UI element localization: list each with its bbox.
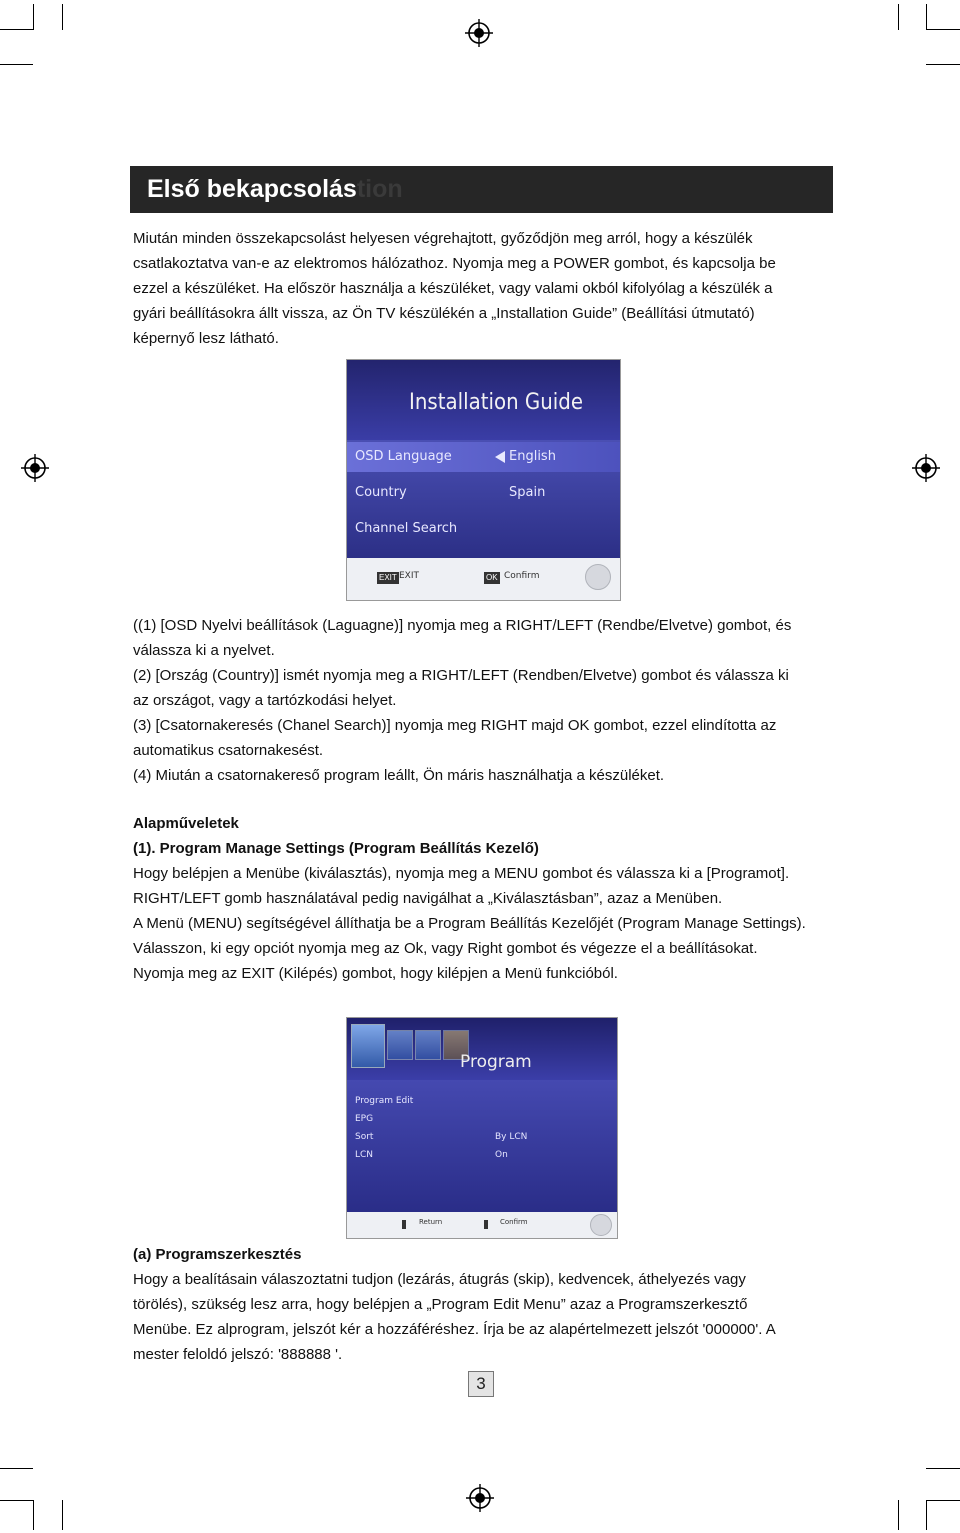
dpad-icon: [590, 1214, 612, 1236]
screen-menu: [347, 440, 620, 558]
screen-footer: [347, 558, 620, 600]
program-edit-section: [133, 1242, 873, 1367]
crop-mark: [0, 1468, 33, 1469]
text-line: Hogy a bealításain válaszoztatni tudjon (lezárás, átugrás (skip), kedvencek, áthelyezés vagy: [133, 1271, 746, 1288]
crop-mark: [926, 64, 960, 65]
text-line: törölés), szükség lesz arra, hogy belépjen a „Program Edit Menu” azaz a Programszerkesztő: [133, 1296, 748, 1313]
crop-mark: [62, 4, 63, 30]
crop-mark: [926, 1500, 927, 1530]
section-heading: (a) Programszerkesztés: [133, 1246, 302, 1263]
screen-title: Program: [460, 1052, 532, 1072]
menu-row-country[interactable]: [347, 478, 620, 508]
text-line: ezzel a készüléket. Ha először használja a készüléket, vagy valami okból kifolyólag a készülék a: [133, 280, 773, 297]
installation-guide-screen: [346, 359, 621, 601]
intro-paragraph: [133, 226, 873, 351]
basics-section: [133, 811, 873, 986]
confirm-hint: Confirm: [500, 1218, 528, 1226]
crop-mark: [926, 1500, 960, 1501]
text-line: (3) [Csatornakeresés (Chanel Search)] nyomja meg RIGHT majd OK gombot, ezzel elindította az: [133, 717, 777, 734]
exit-hint: EXIT: [399, 571, 420, 581]
dpad-icon: [585, 564, 611, 590]
text-line: Hogy belépjen a Menübe (kiválasztás), nyomja meg a MENU gombot és válassza ki a [Programot].: [133, 865, 790, 882]
text-line: gyári beállításokra állt vissza, az Ön TV készülékén a „Installation Guide” (Beállítási útmutató): [133, 305, 755, 322]
screen-header: [347, 1018, 617, 1080]
text-line: válassza ki a nyelvet.: [133, 642, 275, 659]
menu-row-value: Spain: [509, 485, 546, 500]
screen-header: [347, 360, 620, 440]
screen-menu: [347, 1080, 617, 1212]
crop-mark: [33, 4, 34, 30]
program-menu-icon: [351, 1024, 385, 1068]
crop-mark: [926, 4, 927, 30]
text-line: Nyomja meg az EXIT (Kilépés) gombot, hogy kilépjen a Menü funkcióból.: [133, 965, 618, 982]
menu-row-osd-language[interactable]: [347, 442, 620, 472]
menu-row-value: On: [495, 1150, 508, 1160]
menu-row-label: OSD Language: [355, 449, 452, 464]
text-line: képernyő lesz látható.: [133, 330, 279, 347]
ok-key-icon: OK: [486, 573, 498, 582]
menu-row-label: Channel Search: [355, 521, 458, 536]
menu-row-label: Country: [355, 485, 407, 500]
menu-row-lcn[interactable]: LCN: [355, 1150, 374, 1160]
crop-mark: [0, 1500, 33, 1501]
crop-mark: [898, 1500, 899, 1530]
text-line: Válasszon, ki egy opciót nyomja meg az Ok, vagy Right gombot és végezze el a beállításokat.: [133, 940, 758, 957]
crop-mark: [0, 64, 33, 65]
page-title: [147, 172, 403, 206]
text-line: mester feloldó jelszó: '888888 '.: [133, 1346, 343, 1363]
ghost-title-text: tion: [356, 175, 403, 203]
menu-row-epg[interactable]: EPG: [355, 1114, 374, 1124]
text-line: (4) Miután a csatornakereső program leállt, Ön máris használhatja a készüléket.: [133, 767, 665, 784]
page-number: 3: [468, 1371, 494, 1397]
steps-paragraph: [133, 613, 873, 788]
program-menu-screen: [346, 1017, 618, 1239]
screen-footer: [347, 1212, 617, 1238]
menu-row-channel-search[interactable]: [347, 514, 620, 544]
menu-row-sort[interactable]: Sort: [355, 1132, 374, 1142]
exit-key-icon: EXIT: [379, 573, 397, 582]
text-line: ((1) [OSD Nyelvi beállítások (Laguagne)] nyomja meg a RIGHT/LEFT (Rendbe/Elvetve) gombot, és: [133, 617, 792, 634]
text-line: RIGHT/LEFT gomb használatával pedig navigálhat a „Kiválasztásban”, azaz a Menüben.: [133, 890, 723, 907]
section-subheading: (1). Program Manage Settings (Program Beállítás Kezelő): [133, 840, 539, 857]
ok-key-icon: [484, 1220, 488, 1229]
section-heading: Alapműveletek: [133, 815, 239, 832]
menu-row-program-edit[interactable]: Program Edit: [355, 1096, 414, 1106]
exit-key-icon: [402, 1220, 406, 1229]
page-title-text: Első bekapcsolás: [147, 175, 357, 203]
text-line: automatikus csatornakesést.: [133, 742, 324, 759]
confirm-hint: Confirm: [504, 571, 540, 581]
return-hint: Return: [419, 1218, 443, 1226]
text-line: az országot, vagy a tartózkodási helyet.: [133, 692, 397, 709]
crop-mark: [0, 29, 33, 30]
registration-mark-icon: [466, 1484, 494, 1512]
registration-mark-icon: [912, 454, 940, 482]
registration-mark-icon: [465, 19, 493, 47]
crop-mark: [33, 1500, 34, 1530]
text-line: Miután minden összekapcsolást helyesen végrehajtott, győződjön meg arról, hogy a készülék: [133, 230, 753, 247]
crop-mark: [62, 1500, 63, 1530]
menu-row-value: By LCN: [495, 1132, 528, 1142]
menu-row-value: English: [509, 449, 556, 464]
crop-mark: [926, 1468, 960, 1469]
menu-tab-icon: [415, 1030, 441, 1060]
text-line: csatlakoztatva van-e az elektromos hálózathoz. Nyomja meg a POWER gombot, és kapcsolja be: [133, 255, 776, 272]
crop-mark: [898, 4, 899, 30]
crop-mark: [926, 29, 960, 30]
screen-title: Installation Guide: [409, 390, 584, 415]
text-line: Menübe. Ez alprogram, jelszót kér a hozzáféréshez. Írja be az alapértelmezett jelszót '000000'. A: [133, 1321, 776, 1338]
text-line: A Menü (MENU) segítségével állíthatja be a Program Beállítás Kezelőjét (Program Manage Settings).: [133, 915, 806, 932]
menu-tab-icon: [387, 1030, 413, 1060]
arrow-left-icon: [495, 451, 505, 463]
registration-mark-icon: [21, 454, 49, 482]
text-line: (2) [Ország (Country)] ismét nyomja meg a RIGHT/LEFT (Rendben/Elvetve) gombot és válassza ki: [133, 667, 789, 684]
